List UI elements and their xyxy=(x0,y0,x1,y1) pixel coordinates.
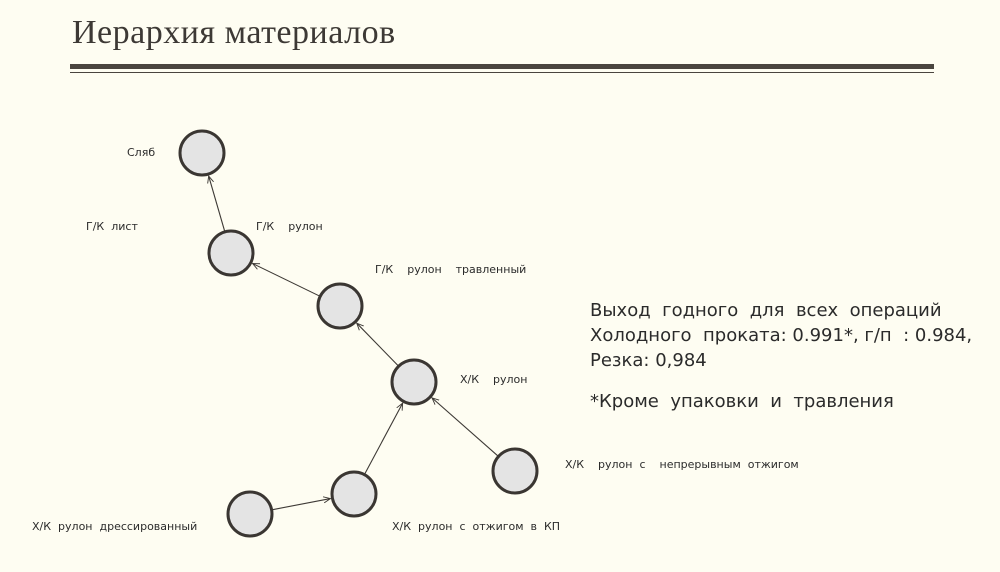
node-hr_coil xyxy=(209,231,253,275)
node-cr_coil xyxy=(392,360,436,404)
yield-info xyxy=(590,298,972,414)
yield-info-line-3: Резка: 0,984 xyxy=(590,350,707,371)
edge-cr_coil-to-hr_pickled xyxy=(357,323,398,365)
edge-cr_annealed-to-cr_coil xyxy=(365,403,403,474)
node-cr_continuous xyxy=(493,449,537,493)
node-slab xyxy=(180,131,224,175)
node-label-hr_sheet: Г/К лист xyxy=(86,220,138,233)
node-label-cr_coil: Х/К рулон xyxy=(460,373,528,386)
edge-cr_temper-to-cr_annealed xyxy=(273,499,331,510)
yield-info-footnote: *Кроме упаковки и травления xyxy=(590,391,894,412)
edge-cr_continuous-to-cr_coil xyxy=(432,398,498,456)
edge-hr_pickled-to-hr_coil xyxy=(253,263,320,295)
node-label-hr_pickled: Г/К рулон травленный xyxy=(375,263,527,276)
nodes-layer xyxy=(180,131,537,536)
node-label-hr_coil: Г/К рулон xyxy=(256,220,323,233)
node-label-slab: Сляб xyxy=(127,146,156,159)
edge-hr_coil-to-slab xyxy=(209,176,225,231)
node-label-cr_annealed: Х/К рулон с отжигом в КП xyxy=(392,520,561,533)
yield-info-line-1: Выход годного для всех операций xyxy=(590,300,942,321)
node-hr_pickled xyxy=(318,284,362,328)
node-label-cr_temper: Х/К рулон дрессированный xyxy=(32,520,198,533)
yield-info-line-2: Холодного проката: 0.991*, г/п : 0.984, xyxy=(590,325,973,346)
edges-layer xyxy=(209,176,498,510)
node-cr_temper xyxy=(228,492,272,536)
node-cr_annealed xyxy=(332,472,376,516)
node-label-cr_continuous: Х/К рулон с непрерывным отжигом xyxy=(565,458,799,471)
page-title: Иерархия материалов xyxy=(72,14,396,51)
